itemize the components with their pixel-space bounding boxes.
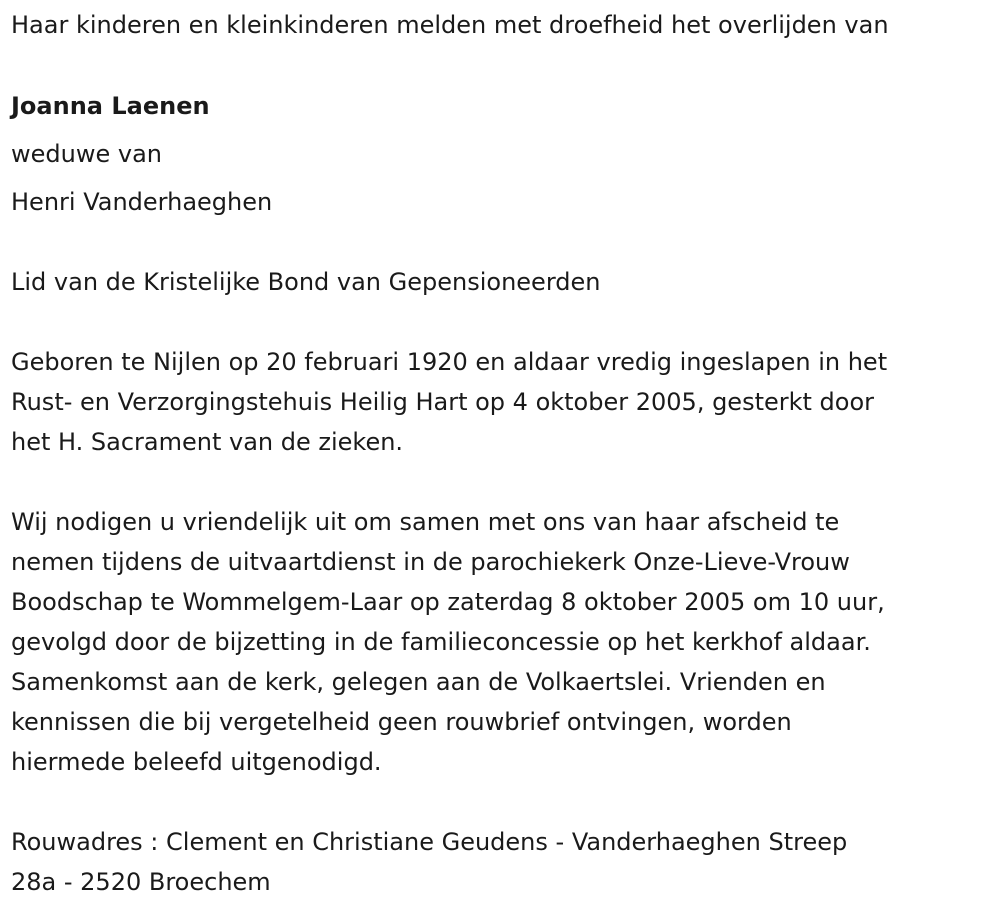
invitation-paragraph: [11, 502, 885, 782]
invitation-line: gevolgd door de bijzetting in de familieconcessie op het kerkhof aldaar.: [11, 628, 871, 656]
deceased-name: Joanna Laenen: [11, 92, 210, 120]
spouse-name: Henri Vanderhaeghen: [11, 188, 273, 216]
intro-text: Haar kinderen en kleinkinderen melden met droefheid het overlijden van: [11, 11, 889, 39]
birth-line: Rust- en Verzorgingstehuis Heilig Hart op 4 oktober 2005, gesterkt door: [11, 388, 875, 416]
invitation-line: Wij nodigen u vriendelijk uit om samen met ons van haar afscheid te: [11, 508, 840, 536]
address-line: Rouwadres : Clement en Christiane Geudens - Vanderhaeghen Streep: [11, 828, 848, 856]
invitation-line: nemen tijdens de uitvaartdienst in de parochiekerk Onze-Lieve-Vrouw: [11, 548, 850, 576]
address-line: 28a - 2520 Broechem: [11, 868, 271, 896]
membership-text: Lid van de Kristelijke Bond van Gepensioneerden: [11, 268, 601, 296]
invitation-line: kennissen die bij vergetelheid geen rouwbrief ontvingen, worden: [11, 708, 792, 736]
birth-line: het H. Sacrament van de zieken.: [11, 428, 404, 456]
relation-text: weduwe van: [11, 140, 162, 168]
invitation-line: hiermede beleefd uitgenodigd.: [11, 748, 382, 776]
birth-paragraph: [11, 342, 887, 462]
mourning-address: [11, 822, 847, 902]
birth-line: Geboren te Nijlen op 20 februari 1920 en aldaar vredig ingeslapen in het: [11, 348, 888, 376]
invitation-line: Boodschap te Wommelgem-Laar op zaterdag 8 oktober 2005 om 10 uur,: [11, 588, 885, 616]
invitation-line: Samenkomst aan de kerk, gelegen aan de Volkaertslei. Vrienden en: [11, 668, 826, 696]
